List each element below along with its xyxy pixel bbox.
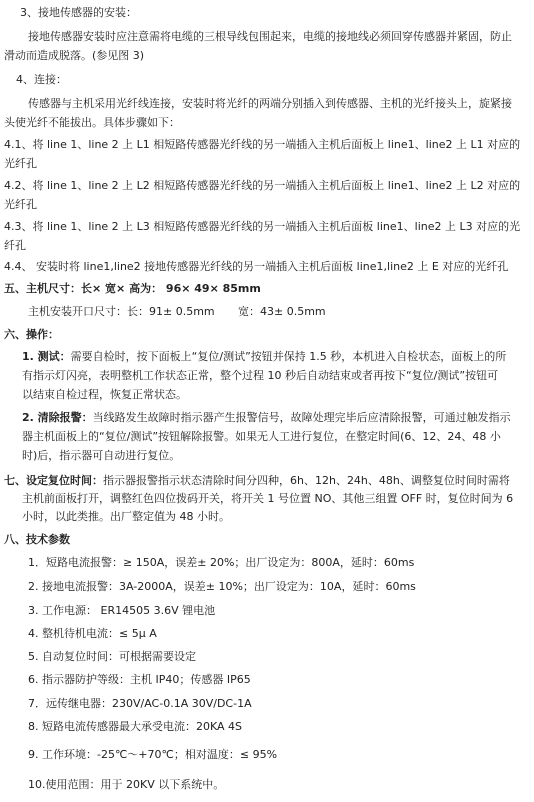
cutout-size-label: 主机安装开口尺寸：长：91± 0.5mm bbox=[28, 305, 215, 318]
operation-test-line: 以结束自检过程，恢复正常状态。 bbox=[22, 388, 187, 401]
operation-clear-title: 2. 清除报警： bbox=[22, 411, 93, 424]
operation-test-line bbox=[22, 350, 506, 364]
spec-item: 8. 短路电流传感器最大承受电流：20KA 4S bbox=[28, 720, 243, 733]
spec-item: 9. 工作环境：-25℃～+70℃；相对温度：≤ 95% bbox=[28, 748, 278, 761]
section-7-line: 主机前面板打开，调整红色四位拨码开关，将开关 1 号位置 NO、其他三组置 OFF 时，复位时间为 6 bbox=[22, 492, 514, 505]
spec-item: 2. 接地电流报警：3A-2000A，误差± 10%；出厂设定为：10A，延时：60ms bbox=[28, 580, 416, 593]
section-3-paragraph-line: 滑动而造成脱落。(参见图 3) bbox=[4, 49, 145, 62]
operation-clear-text: 当线路发生故障时指示器产生报警信号，故障处理完毕后应清除报警，可通过触发指示 bbox=[92, 411, 511, 424]
section-7-text: 指示器报警指示状态清除时间分四种，6h、12h、24h、48h、调整复位时间时需将 bbox=[103, 474, 510, 487]
spec-item: 6. 指示器防护等级：主机 IP40；传感器 IP65 bbox=[28, 673, 251, 686]
step-4-3-line: 4.3、将 line 1、line 2 上 L3 相短路传感器光纤线的另一端插入主机后面板 line1、line2 上 L3 对应的光 bbox=[4, 220, 521, 233]
cutout-width: 宽：43± 0.5mm bbox=[238, 305, 326, 318]
section-4-heading: 4、连接： bbox=[16, 73, 67, 86]
operation-test-text: 需要自检时，按下面板上“复位/测试”按钮并保持 1.5 秒，本机进入自检状态，面板上的所 bbox=[70, 350, 507, 363]
step-4-1-line: 4.1、将 line 1、line 2 上 L1 相短路传感器光纤线的另一端插入主机后面板上 line1、line2 上 L1 对应的 bbox=[4, 138, 521, 151]
section-3-paragraph-line: 接地传感器安装时应注意需将电缆的三根导线包围起来，电缆的接地线必须回穿传感器并紧固，防止 bbox=[28, 30, 512, 43]
operation-clear-line: 时)后，指示器可自动进行复位。 bbox=[22, 449, 181, 462]
step-4-2-line: 4.2、将 line 1、line 2 上 L2 相短路传感器光纤线的另一端插入主机后面板上 line1、line2 上 L2 对应的 bbox=[4, 179, 521, 192]
section-5-heading: 五、主机尺寸：长× 宽× 高为： 96× 49× 85mm bbox=[4, 282, 261, 295]
section-6-heading: 六、操作： bbox=[4, 328, 59, 341]
section-4-paragraph-line: 传感器与主机采用光纤线连接，安装时将光纤的两端分别插入到传感器、主机的光纤接头上，旋紧接 bbox=[28, 97, 512, 110]
operation-test-title: 1. 测试： bbox=[22, 350, 71, 363]
step-4-4-line: 4.4、 安装时将 line1,line2 接地传感器光纤线的另一端插入主机后面板 line1,line2 上 E 对应的光纤孔 bbox=[4, 260, 509, 273]
operation-clear-line bbox=[22, 411, 511, 425]
spec-item: 10.使用范围：用于 20KV 以下系统中。 bbox=[28, 778, 225, 791]
section-7-title: 七、设定复位时间： bbox=[4, 474, 103, 487]
spec-item: 1．短路电流报警：≥ 150A，误差± 20%；出厂设定为：800A，延时：60ms bbox=[28, 556, 415, 569]
step-4-1-line: 光纤孔 bbox=[4, 157, 37, 170]
spec-item: 3. 工作电源： ER14505 3.6V 锂电池 bbox=[28, 604, 216, 617]
section-8-heading: 八、技术参数 bbox=[4, 533, 70, 546]
operation-clear-line: 器主机面板上的“复位/测试”按钮解除报警。如果无人工进行复位，在整定时间(6、12、24、48 小 bbox=[22, 430, 501, 443]
spec-item: 4. 整机待机电流：≤ 5μ A bbox=[28, 627, 157, 640]
section-4-paragraph-line: 头使光纤不能拔出。具体步骤如下： bbox=[4, 116, 180, 129]
step-4-3-line: 纤孔 bbox=[4, 239, 26, 252]
section-7-line bbox=[4, 474, 510, 488]
spec-item: 5. 自动复位时间：可根据需要设定 bbox=[28, 650, 196, 663]
operation-test-line: 有指示灯闪亮，表明整机工作状态正常，整个过程 10 秒后自动结束或者再按下“复位/测试”按钮可 bbox=[22, 369, 499, 382]
step-4-2-line: 光纤孔 bbox=[4, 198, 37, 211]
section-7-line: 小时，以此类推。出厂整定值为 48 小时。 bbox=[22, 510, 230, 523]
spec-item: 7．远传继电器：230V/AC-0.1A 30V/DC-1A bbox=[28, 697, 252, 710]
section-3-heading: 3、接地传感器的安装： bbox=[20, 6, 137, 19]
